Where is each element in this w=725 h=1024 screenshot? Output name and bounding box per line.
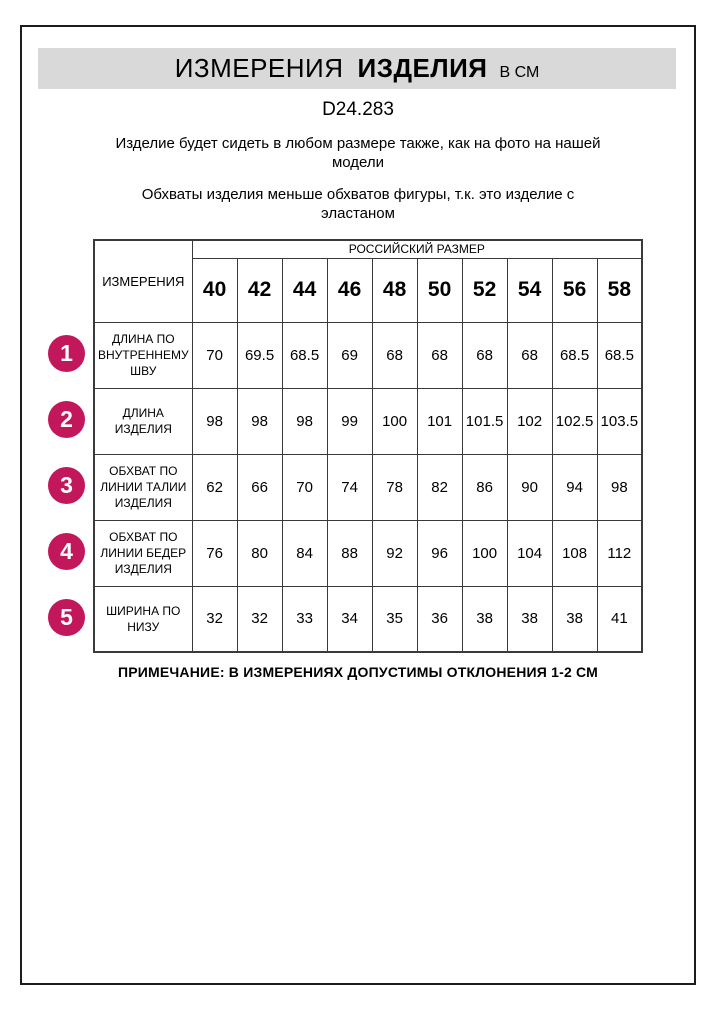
measurement-value: 68	[462, 322, 507, 388]
intro-line-1: Изделие будет сидеть в любом размере также, как на фото на нашей модели	[115, 135, 601, 171]
table-row-4	[94, 520, 642, 586]
title-product: ИЗДЕЛИЯ	[357, 53, 488, 83]
table-body	[94, 322, 642, 652]
measurement-value: 62	[192, 454, 237, 520]
measurement-value: 34	[327, 586, 372, 652]
row-number-badge-4: 4	[48, 533, 85, 570]
size-header-54: 54	[507, 258, 552, 322]
size-header-58: 58	[597, 258, 642, 322]
measurement-value: 101	[417, 388, 462, 454]
table-row-3	[94, 454, 642, 520]
measurement-value: 70	[192, 322, 237, 388]
measurement-value: 32	[237, 586, 282, 652]
measurement-value: 94	[552, 454, 597, 520]
title-unit: В СМ	[499, 64, 540, 81]
row-number-badge-5: 5	[48, 599, 85, 636]
size-header-42: 42	[237, 258, 282, 322]
measurement-value: 68.5	[597, 322, 642, 388]
measurement-value: 36	[417, 586, 462, 652]
measurement-value: 41	[597, 586, 642, 652]
measurement-value: 68.5	[282, 322, 327, 388]
measurements-column-header: ИЗМЕРЕНИЯ	[94, 240, 192, 322]
size-table	[93, 239, 643, 653]
size-header-46: 46	[327, 258, 372, 322]
table-row-5	[94, 586, 642, 652]
size-header-56: 56	[552, 258, 597, 322]
measurement-value: 98	[597, 454, 642, 520]
title-measurements: ИЗМЕРЕНИЯ	[174, 53, 344, 83]
size-header-48: 48	[372, 258, 417, 322]
russian-size-header: РОССИЙСКИЙ РАЗМЕР	[192, 240, 642, 258]
size-header-44: 44	[282, 258, 327, 322]
tolerance-note: ПРИМЕЧАНИЕ: В ИЗМЕРЕНИЯХ ДОПУСТИМЫ ОТКЛОНЕНИЯ 1-2 СМ	[117, 664, 599, 680]
measurement-value: 68	[507, 322, 552, 388]
size-header-50: 50	[417, 258, 462, 322]
measurement-value: 98	[192, 388, 237, 454]
measurement-value: 104	[507, 520, 552, 586]
measurement-value: 90	[507, 454, 552, 520]
measurement-value: 69	[327, 322, 372, 388]
measurement-value: 100	[372, 388, 417, 454]
row-label: ДЛИНА ИЗДЕЛИЯ	[94, 388, 192, 454]
measurement-value: 98	[282, 388, 327, 454]
measurement-value: 82	[417, 454, 462, 520]
measurement-value: 108	[552, 520, 597, 586]
measurement-value: 98	[237, 388, 282, 454]
measurement-value: 76	[192, 520, 237, 586]
measurement-value: 102.5	[552, 388, 597, 454]
measurement-value: 33	[282, 586, 327, 652]
measurement-value: 38	[507, 586, 552, 652]
measurement-value: 74	[327, 454, 372, 520]
row-number-badge-1: 1	[48, 335, 85, 372]
title-bar	[38, 48, 676, 89]
row-label: ОБХВАТ ПО ЛИНИИ ТАЛИИ ИЗДЕЛИЯ	[94, 454, 192, 520]
table-group-row	[94, 240, 642, 258]
measurement-value: 80	[237, 520, 282, 586]
measurement-value: 35	[372, 586, 417, 652]
row-label: ДЛИНА ПО ВНУТРЕННЕМУ ШВУ	[94, 322, 192, 388]
measurement-value: 86	[462, 454, 507, 520]
size-header-40: 40	[192, 258, 237, 322]
row-label: ОБХВАТ ПО ЛИНИИ БЕДЕР ИЗДЕЛИЯ	[94, 520, 192, 586]
row-label: ШИРИНА ПО НИЗУ	[94, 586, 192, 652]
measurement-value: 88	[327, 520, 372, 586]
measurement-value: 99	[327, 388, 372, 454]
measurement-value: 66	[237, 454, 282, 520]
measurement-value: 102	[507, 388, 552, 454]
measurement-value: 100	[462, 520, 507, 586]
measurement-value: 96	[417, 520, 462, 586]
measurement-value: 69.5	[237, 322, 282, 388]
size-header-52: 52	[462, 258, 507, 322]
table-row-2	[94, 388, 642, 454]
intro-line-2: Обхваты изделия меньше обхватов фигуры, т.к. это изделие с эластаном	[141, 186, 575, 222]
measurement-value: 78	[372, 454, 417, 520]
measurement-value: 101.5	[462, 388, 507, 454]
measurement-value: 84	[282, 520, 327, 586]
page-frame	[20, 25, 696, 985]
measurement-value: 70	[282, 454, 327, 520]
measurement-value: 38	[552, 586, 597, 652]
measurement-value: 68	[417, 322, 462, 388]
model-code: D24.283	[322, 99, 394, 120]
measurement-value: 38	[462, 586, 507, 652]
measurement-value: 68.5	[552, 322, 597, 388]
measurement-value: 32	[192, 586, 237, 652]
measurement-value: 68	[372, 322, 417, 388]
measurement-value: 103.5	[597, 388, 642, 454]
row-number-badge-2: 2	[48, 401, 85, 438]
measurement-value: 92	[372, 520, 417, 586]
measurement-value: 112	[597, 520, 642, 586]
table-row-1	[94, 322, 642, 388]
row-number-badge-3: 3	[48, 467, 85, 504]
